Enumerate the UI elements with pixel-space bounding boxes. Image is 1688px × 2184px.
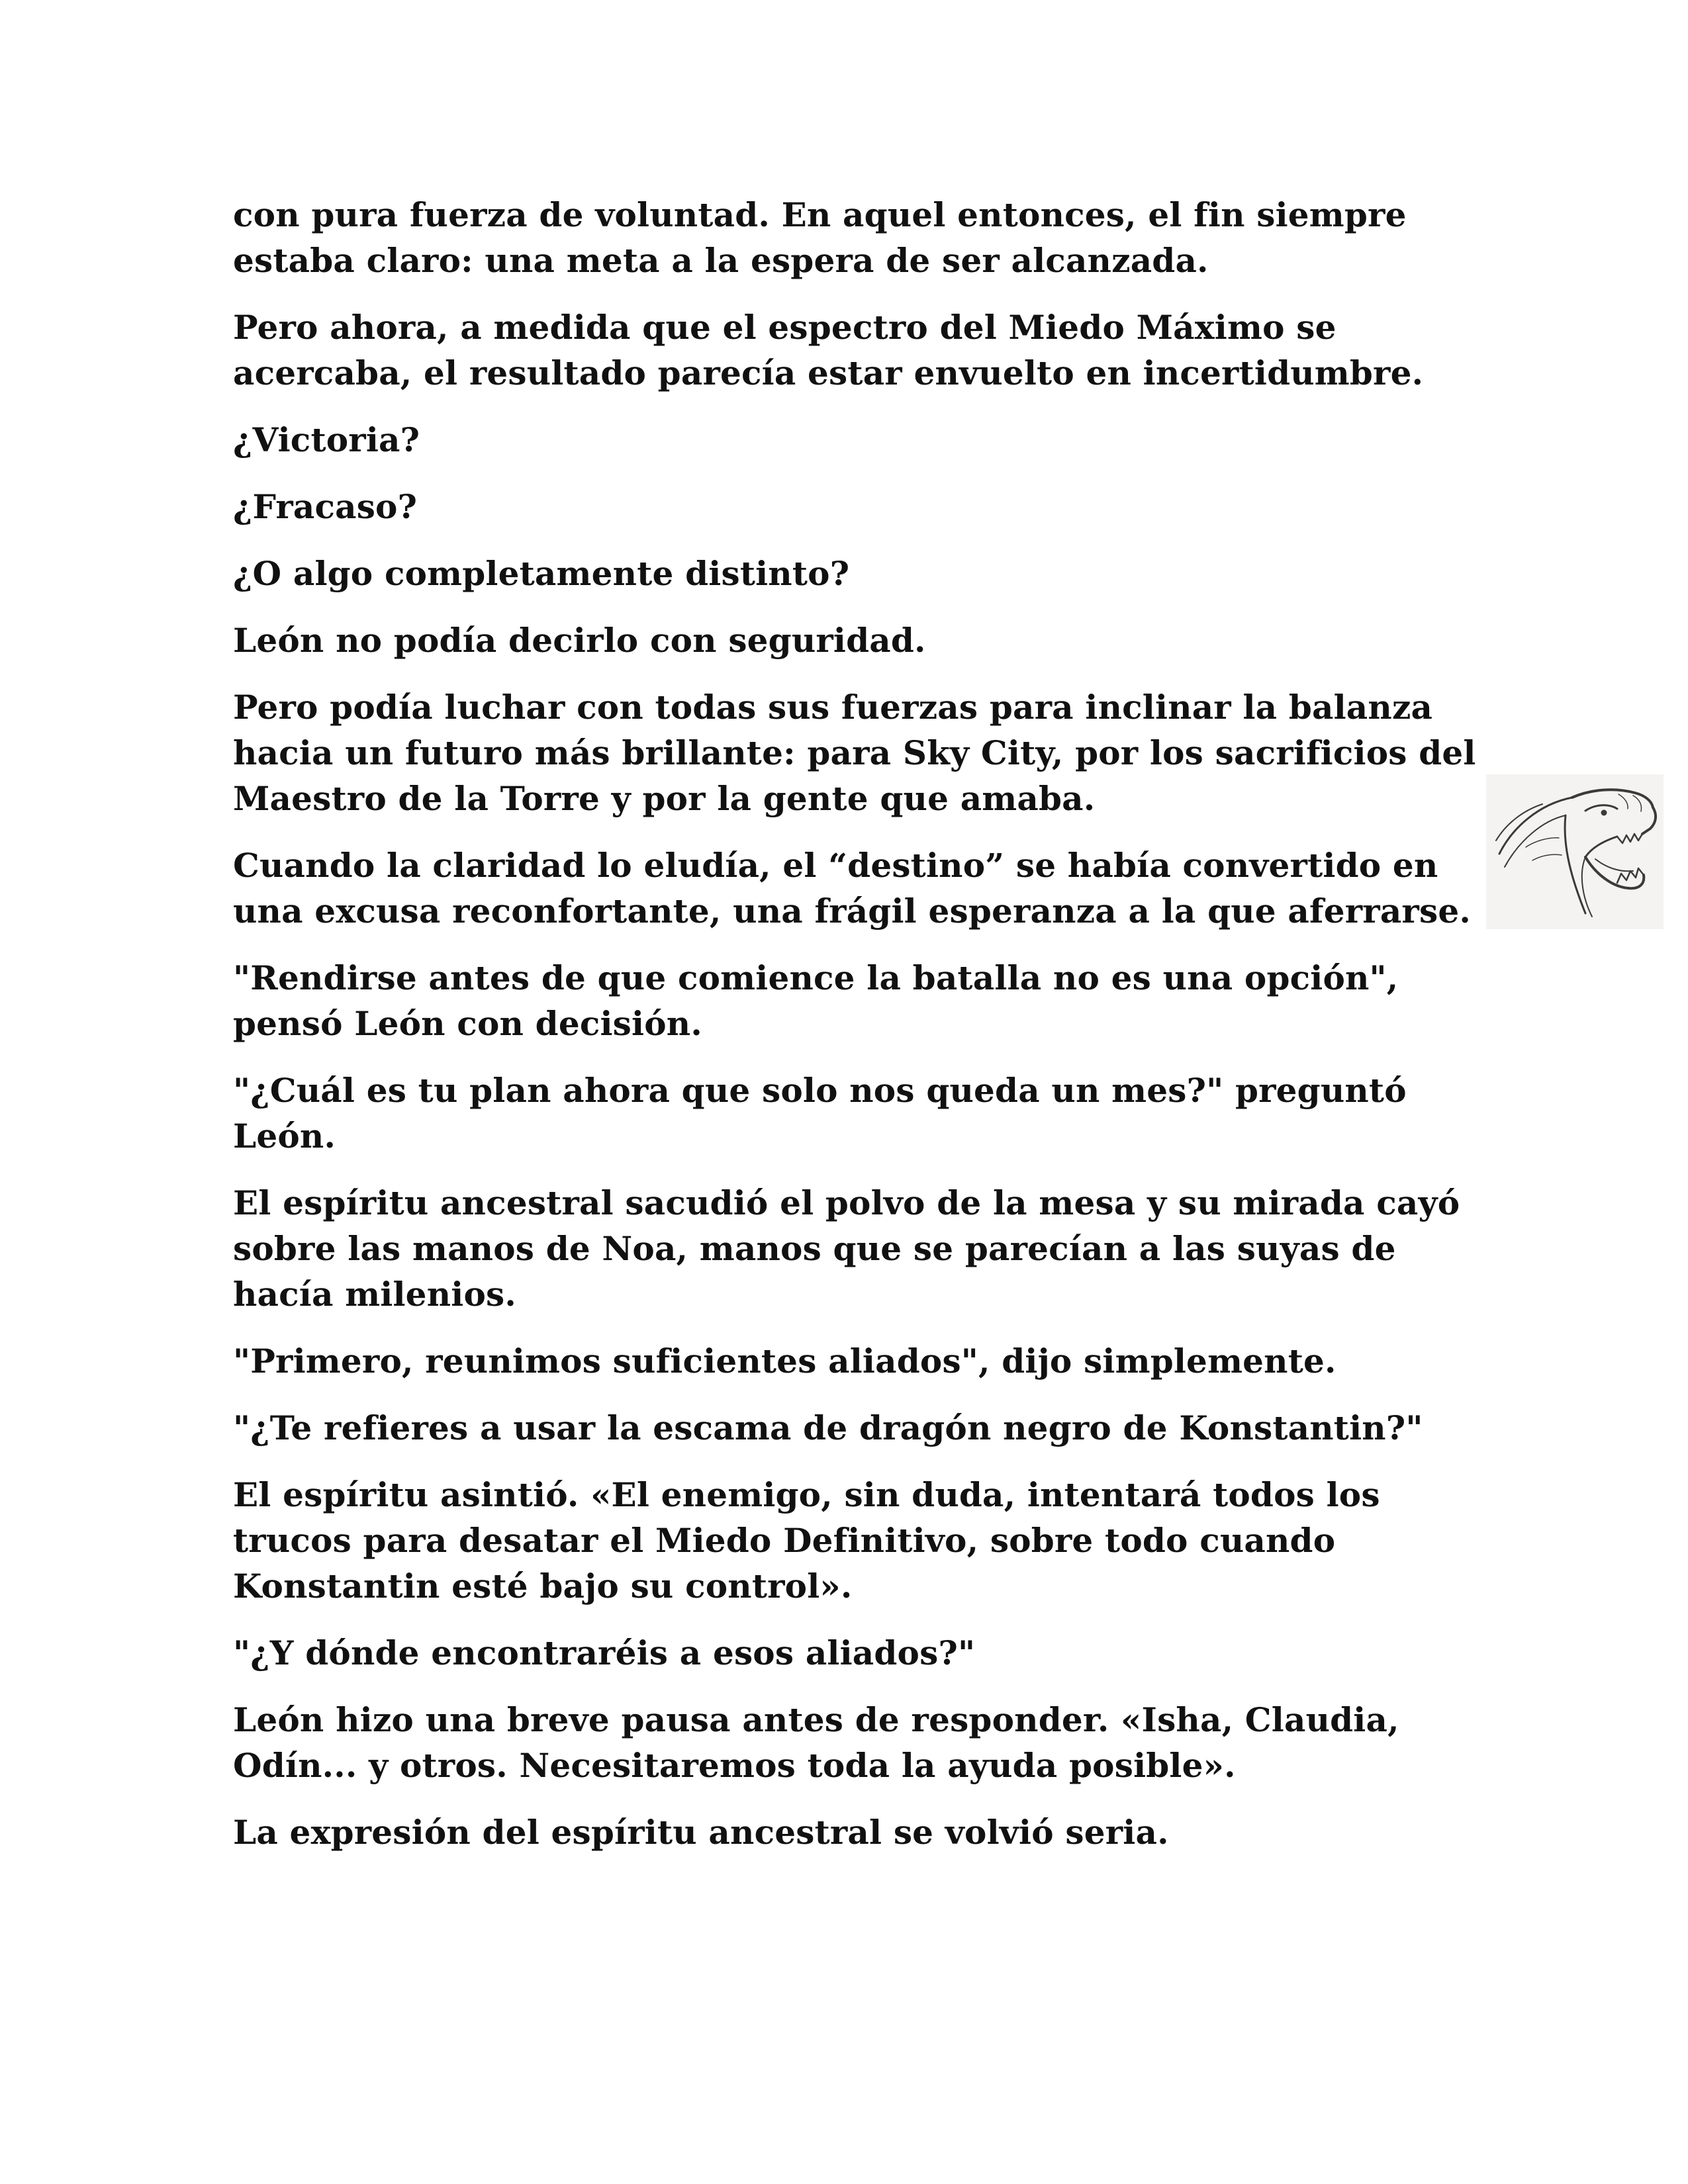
paragraph: El espíritu ancestral sacudió el polvo de la mesa y su mirada cayó sobre las manos de Noa, manos que se parecían a las suyas de hacía milenios. [233,1183,1460,1314]
paragraph: El espíritu asintió. «El enemigo, sin duda, intentará todos los trucos para desatar el Miedo Definitivo, sobre todo cuando Konstantin esté bajo su control». [233,1475,1380,1606]
paragraph: "¿Cuál es tu plan ahora que solo nos queda un mes?" preguntó León. [233,1071,1407,1156]
paragraph: "¿Te refieres a usar la escama de dragón negro de Konstantin?" [233,1408,1423,1447]
paragraph: ¿Victoria? [233,420,420,459]
paragraph: "¿Y dónde encontraréis a esos aliados?" [233,1633,976,1672]
paragraph: ¿O algo completamente distinto? [233,554,850,593]
paragraph: Cuando la claridad lo eludía, el “destino” se había convertido en una excusa reconfortante, una frágil esperanza a la que aferrarse. [233,846,1471,931]
paragraph: con pura fuerza de voluntad. En aquel entonces, el fin siempre estaba claro: una meta a la espera de ser alcanzada. [233,195,1407,280]
paragraph: "Primero, reunimos suficientes aliados", dijo simplemente. [233,1342,1336,1381]
paragraph: "Rendirse antes de que comience la batalla no es una opción", pensó León con decisión. [233,958,1399,1043]
paragraph: La expresión del espíritu ancestral se volvió seria. [233,1813,1169,1852]
paragraph: ¿Fracaso? [233,487,418,526]
story-text [233,192,1477,1876]
paragraph: León no podía decirlo con seguridad. [233,621,926,660]
paragraph: Pero podía luchar con todas sus fuerzas para inclinar la balanza hacia un futuro más brillante: para Sky City, por los sacrificios del Maestro de la Torre y por la gente que amaba. [233,688,1476,818]
paragraph: Pero ahora, a medida que el espectro del Miedo Máximo se acercaba, el resultado parecía estar envuelto en incertidumbre. [233,308,1424,392]
paragraph: León hizo una breve pausa antes de responder. «Isha, Claudia, Odín... y otros. Necesitaremos toda la ayuda posible». [233,1700,1399,1785]
dinosaur-head-sketch-icon [1486,774,1664,929]
